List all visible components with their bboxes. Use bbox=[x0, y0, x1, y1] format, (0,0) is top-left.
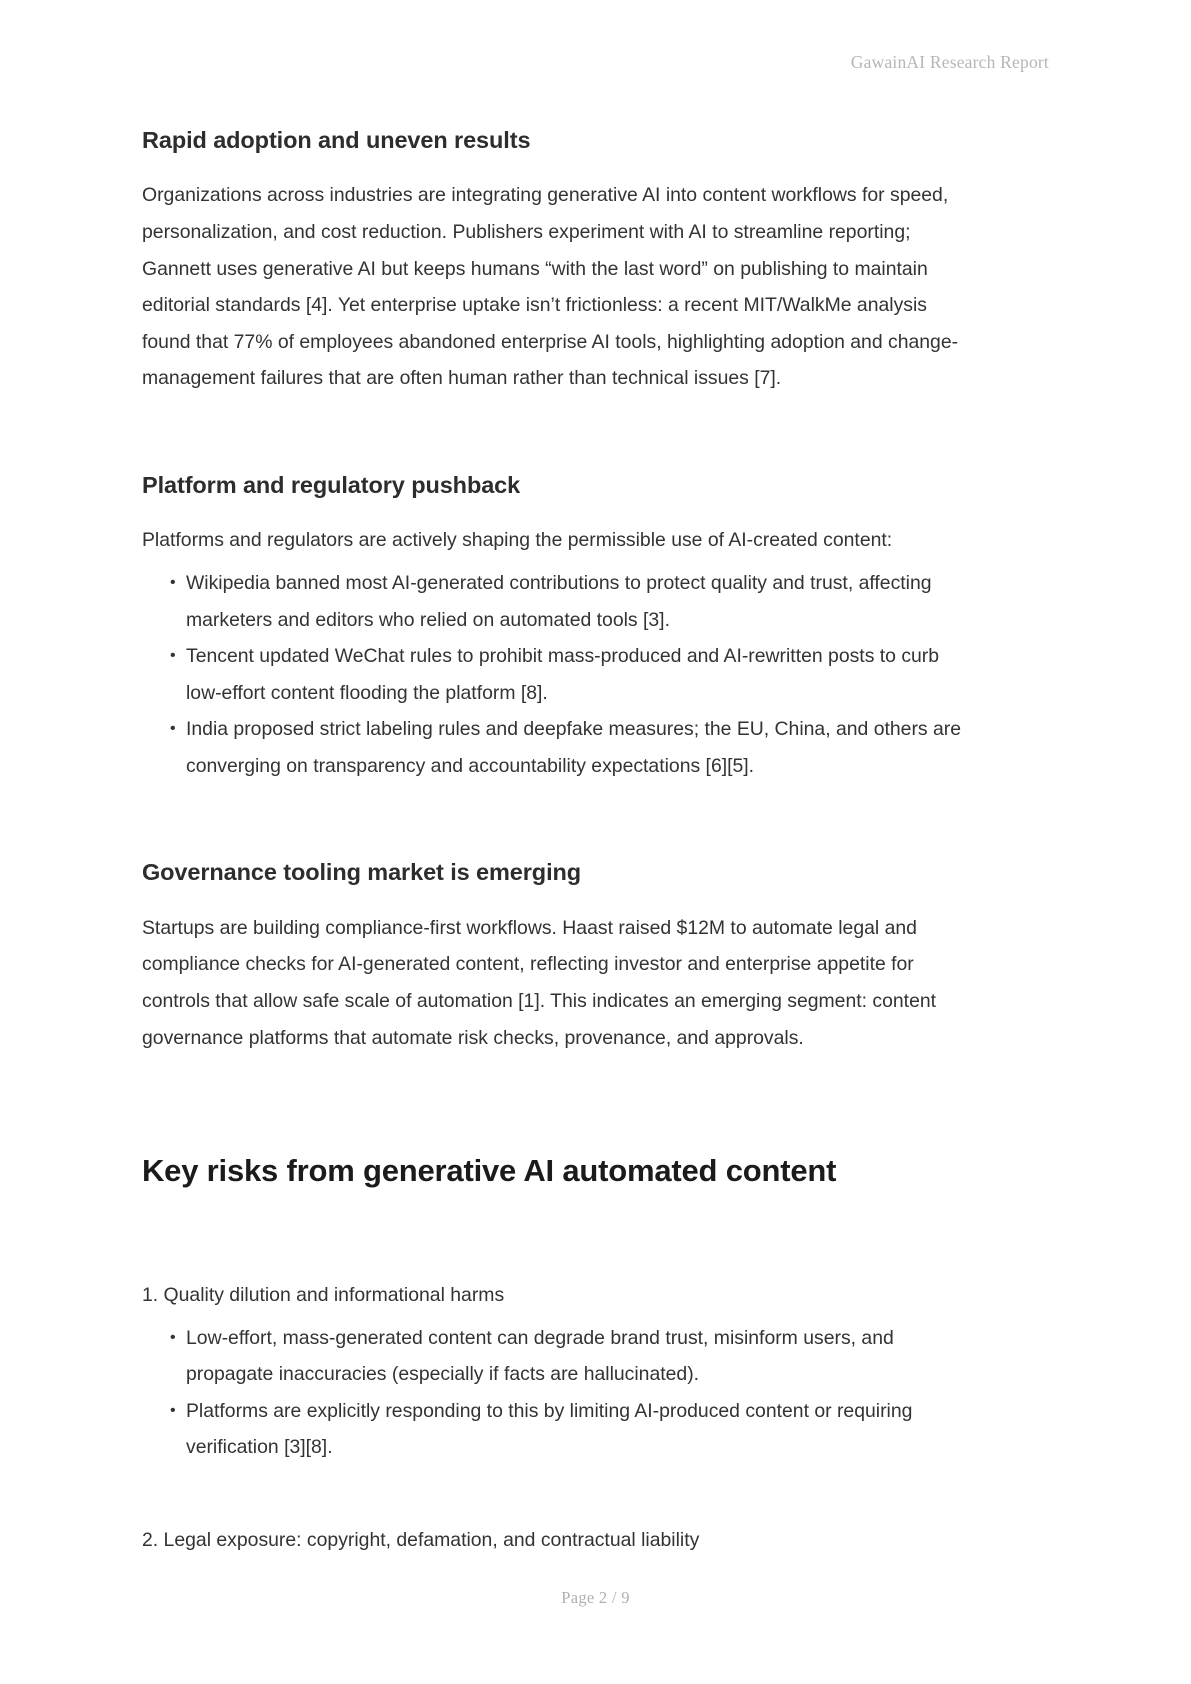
numbered-item-legal-exposure: 2. Legal exposure: copyright, defamation, and contractual liability bbox=[142, 1528, 700, 1551]
major-heading-spacer bbox=[142, 1217, 962, 1277]
major-section-spacer bbox=[142, 1056, 962, 1152]
running-header-title: GawainAI Research Report bbox=[850, 52, 1049, 72]
section-spacer bbox=[142, 784, 962, 858]
bullet-list-platform-pushback bbox=[142, 565, 962, 785]
list-item: • Wikipedia banned most AI-generated contributions to protect quality and trust, affecting marketers and editors who relied on automated tools [3]. bbox=[170, 565, 962, 638]
section-paragraph-platform-pushback: Platforms and regulators are actively shaping the permissible use of AI-created content: bbox=[142, 529, 893, 552]
major-heading-key-risks: Key risks from generative AI automated content bbox=[142, 1153, 837, 1189]
list-item: • India proposed strict labeling rules and deepfake measures; the EU, China, and others are converging on transparency and accountability expectations [6][5]. bbox=[170, 711, 962, 784]
numbered-item-quality-dilution: 1. Quality dilution and informational harms bbox=[142, 1283, 505, 1306]
list-item: • Tencent updated WeChat rules to prohibit mass-produced and AI-rewritten posts to curb low-effort content flooding the platform [8]. bbox=[170, 638, 962, 711]
numbered-item-spacer bbox=[142, 1466, 962, 1522]
list-item: • Low-effort, mass-generated content can degrade brand trust, misinform users, and propagate inaccuracies (especially if facts are hallucinated). bbox=[170, 1320, 962, 1393]
bullet-list-quality-dilution bbox=[142, 1320, 962, 1466]
section-spacer bbox=[142, 397, 962, 471]
list-item: • Platforms are explicitly responding to this by limiting AI-produced content or requiring verification [3][8]. bbox=[170, 1393, 962, 1466]
page-number-footer: Page 2 / 9 bbox=[561, 1588, 630, 1607]
document-content bbox=[142, 126, 962, 1559]
section-heading-governance-tooling: Governance tooling market is emerging bbox=[142, 859, 582, 886]
section-paragraph-governance-tooling: Startups are building compliance-first workflows. Haast raised $12M to automate legal and compliance checks for AI-generated content, reflecting investor and enterprise appetite for controls that allow safe scale of automation [1]. This indicates an emerging segment: content governance platforms that automate risk checks, provenance, and approvals. bbox=[142, 916, 937, 1049]
section-heading-platform-pushback: Platform and regulatory pushback bbox=[142, 471, 521, 498]
section-heading-rapid-adoption: Rapid adoption and uneven results bbox=[142, 127, 531, 153]
section-paragraph-rapid-adoption: Organizations across industries are integrating generative AI into content workflows for speed, personalization, and cost reduction. Publishers experiment with AI to streamline reporting; Gannett uses generative AI but keeps humans “with the last word” on publishing to maintain editorial standards [4]. Yet enterprise uptake isn’t frictionless: a recent MIT/WalkMe analysis found that 77% of employees abandoned enterprise AI tools, highlighting adoption and change-management failures that are often human rather than technical issues [7]. bbox=[142, 184, 959, 390]
